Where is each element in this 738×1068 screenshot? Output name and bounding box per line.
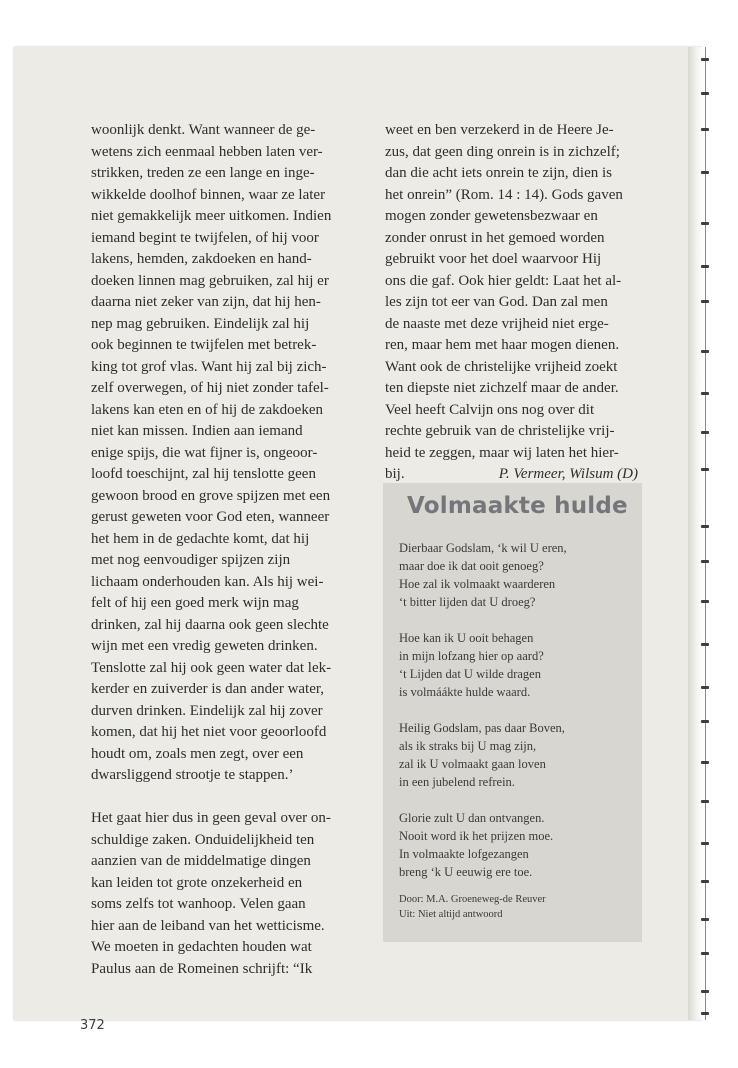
stitch-mark: [701, 525, 709, 528]
stitch-mark: [701, 800, 709, 803]
stitch-mark: [701, 265, 709, 268]
text-line: het hem in de gedachte komt, dat hij: [91, 530, 310, 547]
text-line: ren, maar hem met haar mogen dienen.: [385, 337, 620, 353]
text-line: zus, dat geen ding onrein is in zichzelf;: [385, 143, 620, 160]
text-line: Het gaat hier dus in geen geval over on-: [91, 810, 331, 826]
poem-line: in mijn lofzang hier op aard?: [399, 649, 544, 663]
poem-line: ‘t bitter lijden dat U droeg?: [399, 595, 536, 609]
text-line: gerust geweten voor God eten, wanneer: [91, 509, 330, 525]
text-line: We moeten in gedachten houden wat: [91, 939, 312, 955]
closing-word: bij.: [385, 466, 405, 482]
poem-line: in een jubelend refrein.: [399, 775, 515, 789]
poem-line: Nooit word ik het prijzen moe.: [399, 829, 554, 843]
text-line: met nog eenvoudiger spijzen zijn: [91, 552, 291, 568]
stitch-mark: [701, 720, 709, 723]
text-line: aanzien van de middelmatige dingen: [91, 853, 311, 869]
stitch-mark: [701, 560, 709, 563]
text-line: king tot grof vlas. Want hij zal bij zich-: [91, 358, 327, 375]
text-line: Want ook de christelijke vrijheid zoekt: [385, 358, 618, 375]
text-line: woonlijk denkt. Want wanneer de ge-: [91, 122, 316, 138]
poem-title: Volmaakte hulde: [407, 493, 628, 519]
poem-stanza: [399, 539, 567, 611]
stitch-mark: [701, 431, 709, 434]
poem-source: Uit: Niet altijd antwoord: [399, 909, 503, 920]
text-line: ten diepste niet zichzelf maar de ander.: [385, 380, 619, 396]
stitch-mark: [701, 990, 709, 993]
text-line: loofd toeschijnt, zal hij tenslotte geen: [91, 466, 316, 482]
poem-stanza: [399, 629, 567, 701]
poem-credits: [399, 892, 546, 922]
text-line: ons die gaf. Ook hier geldt: Laat het al-: [385, 272, 622, 289]
stitch-mark: [701, 222, 709, 225]
text-line: doeken linnen mag gebruiken, zal hij er: [91, 272, 329, 289]
text-line: wijn met een vredig geweten drinken.: [91, 638, 318, 654]
stitch-mark: [701, 686, 709, 689]
text-line: niet kan missen. Indien aan iemand: [91, 423, 303, 439]
text-line: schuldige zaken. Onduidelijkheid ten: [91, 831, 315, 848]
stitch-mark: [701, 392, 709, 395]
text-line: soms zelfs tot wanhoop. Velen gaan: [91, 896, 306, 912]
text-line: strikken, treden ze een lange en inge-: [91, 165, 315, 181]
text-line: nep mag gebruiken. Eindelijk zal hij: [91, 315, 310, 332]
right-column: [385, 120, 647, 486]
text-line: lakens, hemden, zakdoeken en hand-: [91, 251, 312, 267]
text-line: het onrein” (Rom. 14 : 14). Gods gaven: [385, 186, 623, 203]
poem-line: Dierbaar Godslam, ‘k wil U eren,: [399, 541, 567, 555]
stitch-mark: [701, 1012, 709, 1015]
stitch-mark: [701, 600, 709, 603]
stitch-mark: [701, 952, 709, 955]
poem-author: Door: M.A. Groeneweg-de Reuver: [399, 894, 546, 905]
text-line: enige spijs, die wat fijner is, ongeoor-: [91, 444, 318, 461]
stitch-mark: [701, 918, 709, 921]
binding-thread: [705, 47, 706, 1020]
text-line: zelf overwegen, of hij niet zonder tafel-: [91, 380, 329, 396]
text-line: de naaste met deze vrijheid niet erge-: [385, 315, 609, 332]
poem-line: ‘t Lijden dat U wilde dragen: [399, 667, 541, 681]
text-line: Veel heeft Calvijn ons nog over dit: [385, 401, 595, 418]
stitch-mark: [701, 468, 709, 471]
text-line: gewoon brood en grove spijzen met een: [91, 487, 331, 504]
text-line: Paulus aan de Romeinen schrijft: “Ik: [91, 960, 313, 977]
text-line: lichaam onderhouden kan. Als hij wei-: [91, 573, 324, 590]
text-line: gebruikt voor het doel waarvoor Hij: [385, 251, 602, 267]
text-line: mogen zonder gewetensbezwaar en: [385, 208, 598, 224]
page-number: 372: [80, 1018, 105, 1033]
text-line: felt of hij een goed merk wijn mag: [91, 595, 299, 611]
stitch-mark: [701, 350, 709, 353]
text-line: dwarsliggend strootje te stappen.’: [91, 767, 294, 783]
text-line: wikkelde doolhof binnen, waar ze later: [91, 186, 326, 203]
text-line: les zijn tot eer van God. Dan zal men: [385, 294, 608, 310]
text-line: rechte gebruik van de christelijke vrij-: [385, 423, 615, 439]
poem-line: Hoe zal ik volmaakt waarderen: [399, 577, 556, 591]
poem-line: maar doe ik dat ooit genoeg?: [399, 559, 544, 573]
text-line: zonder onrust in het gemoed worden: [385, 229, 605, 246]
author-signature: P. Vermeer, Wilsum (D): [498, 466, 638, 482]
text-line: niet gemakkelijk meer uitkomen. Indien: [91, 208, 332, 224]
poem-stanza: [399, 719, 567, 791]
poem-box: [383, 483, 642, 942]
stitch-mark: [701, 761, 709, 764]
stitch-mark: [701, 128, 709, 131]
poem-line: breng ‘k U eeuwig ere toe.: [399, 865, 533, 879]
text-line: houdt om, zoals men zegt, over een: [91, 745, 304, 762]
text-line: daarna niet zeker van zijn, dat hij hen-: [91, 294, 321, 310]
poem-line: als ik straks bij U mag zijn,: [399, 739, 537, 753]
stitch-mark: [701, 92, 709, 95]
poem-line: zal ik U volmaakt gaan loven: [399, 757, 546, 771]
text-line: kan leiden tot grote onzekerheid en: [91, 874, 303, 891]
left-column: [91, 120, 353, 980]
left-paragraph-2: [91, 808, 353, 980]
text-line: kerder en zuiverder is dan ander water,: [91, 681, 325, 697]
text-line: dan die acht iets onrein te zijn, dien is: [385, 165, 613, 181]
text-line: komen, dat hij het niet voor geoorloofd: [91, 724, 327, 740]
stitch-mark: [701, 171, 709, 174]
left-paragraph-1: [91, 120, 353, 787]
text-line: lakens kan eten en of hij de zakdoeken: [91, 401, 323, 418]
text-line: drinken, zal hij daarna ook geen slechte: [91, 616, 329, 633]
stitch-mark: [701, 643, 709, 646]
poem-line: In volmaakte lofgezangen: [399, 847, 529, 861]
stitch-mark: [701, 842, 709, 845]
stitch-mark: [701, 58, 709, 61]
text-line: Tenslotte zal hij ook geen water dat lek-: [91, 659, 332, 676]
poem-stanza: [399, 809, 567, 881]
text-line: weet en ben verzekerd in de Heere Je-: [385, 122, 614, 138]
right-paragraph: [385, 120, 647, 464]
poem-stanzas: [399, 539, 567, 899]
poem-line: Glorie zult U dan ontvangen.: [399, 811, 545, 825]
poem-line: Heilig Godslam, pas daar Boven,: [399, 721, 565, 735]
text-line: durven drinken. Eindelijk zal hij zover: [91, 702, 323, 719]
text-line: iemand begint te twijfelen, of hij voor: [91, 229, 319, 246]
poem-line: is volmáákte hulde waard.: [399, 685, 531, 699]
text-line: hier aan de leiband van het wetticisme.: [91, 917, 325, 934]
text-line: heid te zeggen, maar wij laten het hier-: [385, 444, 619, 461]
stitch-mark: [701, 300, 709, 303]
text-line: ook beginnen te twijfelen met betrek-: [91, 337, 317, 353]
book-spine: [688, 47, 704, 1020]
poem-line: Hoe kan ik U ooit behagen: [399, 631, 534, 645]
text-line: wetens zich eenmaal hebben laten ver-: [91, 143, 323, 160]
stitch-mark: [701, 880, 709, 883]
